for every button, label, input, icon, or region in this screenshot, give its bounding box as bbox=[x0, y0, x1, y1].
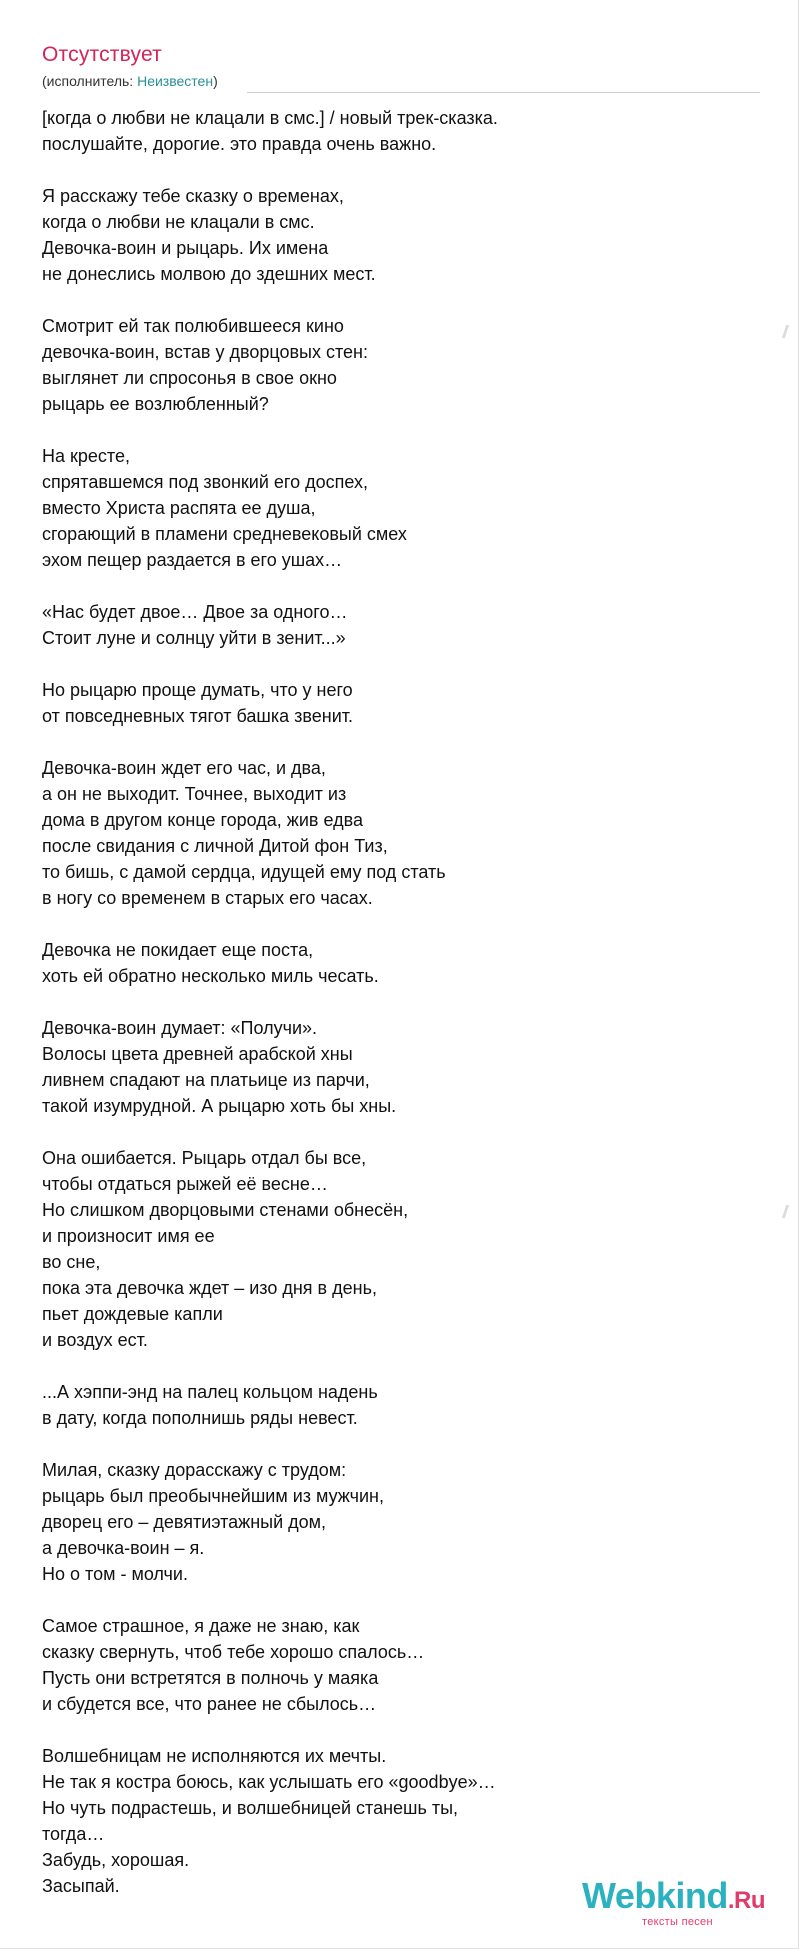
artist-suffix: ) bbox=[213, 73, 218, 89]
lyric-line: Девочка-воин ждет его час, и два, bbox=[42, 758, 326, 778]
lyric-line: вместо Христа распята ее душа, bbox=[42, 498, 316, 518]
lyric-line: Милая, сказку дорасскажу с трудом: bbox=[42, 1460, 347, 1480]
lyrics-stanza bbox=[42, 677, 742, 729]
lyric-line: когда о любви не клацали в смс. bbox=[42, 212, 315, 232]
lyric-line: во сне, bbox=[42, 1252, 101, 1272]
lyric-line: Она ошибается. Рыцарь отдал бы все, bbox=[42, 1148, 367, 1168]
lyric-line: Стоит луне и солнцу уйти в зенит...» bbox=[42, 628, 346, 648]
lyric-line: Но слишком дворцовыми стенами обнесён, bbox=[42, 1200, 409, 1220]
lyric-line: чтобы отдаться рыжей её весне… bbox=[42, 1174, 328, 1194]
lyrics-stanza bbox=[42, 183, 742, 287]
lyric-line: рыцарь был преобычнейшим из мужчин, bbox=[42, 1486, 384, 1506]
lyric-line: ...А хэппи-энд на палец кольцом надень bbox=[42, 1382, 378, 1402]
lyrics-stanza bbox=[42, 755, 742, 911]
lyric-line: дома в другом конце города, жив едва bbox=[42, 810, 363, 830]
lyric-line: а он не выходит. Точнее, выходит из bbox=[42, 784, 347, 804]
logo-tld: .Ru bbox=[727, 1887, 766, 1914]
lyric-line: Я расскажу тебе сказку о временах, bbox=[42, 186, 344, 206]
artist-link[interactable]: Неизвестен bbox=[137, 73, 214, 89]
artist-prefix: (исполнитель: bbox=[42, 73, 138, 89]
lyric-line: Волосы цвета древней арабской хны bbox=[42, 1044, 353, 1064]
lyric-line: [когда о любви не клацали в смс.] / новый трек-сказка. bbox=[42, 108, 498, 128]
lyric-line: Смотрит ей так полюбившееся кино bbox=[42, 316, 344, 336]
lyrics-stanza bbox=[42, 599, 742, 651]
lyric-line: не донеслись молвою до здешних мест. bbox=[42, 264, 376, 284]
lyric-line: ливнем спадают на платьице из парчи, bbox=[42, 1070, 370, 1090]
lyrics-stanza bbox=[42, 1379, 742, 1431]
lyric-line: Не так я костра боюсь, как услышать его «goodbye»… bbox=[42, 1772, 496, 1792]
lyric-line: На кресте, bbox=[42, 446, 130, 466]
song-title: Отсутствует bbox=[42, 43, 162, 66]
logo-name: Webkind bbox=[582, 1875, 728, 1916]
lyric-line: после свидания с личной Дитой фон Тиз, bbox=[42, 836, 388, 856]
lyric-line: и произносит имя ее bbox=[42, 1226, 215, 1246]
lyrics-stanza bbox=[42, 313, 742, 417]
lyric-line: Засыпай. bbox=[42, 1876, 120, 1896]
lyric-line: Волшебницам не исполняются их мечты. bbox=[42, 1746, 387, 1766]
lyric-line: Забудь, хорошая. bbox=[42, 1850, 190, 1870]
lyric-line: хоть ей обратно несколько миль чесать. bbox=[42, 966, 379, 986]
lyric-line: Но о том - молчи. bbox=[42, 1564, 188, 1584]
lyric-line: а девочка-воин – я. bbox=[42, 1538, 205, 1558]
lyric-line: Девочка-воин и рыцарь. Их имена bbox=[42, 238, 329, 258]
lyric-line: то бишь, с дамой сердца, идущей ему под стать bbox=[42, 862, 446, 882]
lyric-line: Самое страшное, я даже не знаю, как bbox=[42, 1616, 360, 1636]
lyric-line: Пусть они встретятся в полночь у маяка bbox=[42, 1668, 379, 1688]
lyrics-stanza bbox=[42, 105, 742, 157]
lyric-line: от повседневных тягот башка звенит. bbox=[42, 706, 354, 726]
lyric-line: девочка-воин, встав у дворцовых стен: bbox=[42, 342, 368, 362]
lyrics-stanza bbox=[42, 443, 742, 573]
lyric-line: выглянет ли спросонья в свое окно bbox=[42, 368, 337, 388]
lyric-line: пьет дождевые капли bbox=[42, 1304, 223, 1324]
lyric-line: Девочка не покидает еще поста, bbox=[42, 940, 314, 960]
lyric-line: спрятавшемся под звонкий его доспех, bbox=[42, 472, 368, 492]
lyric-line: в ногу со временем в старых его часах. bbox=[42, 888, 373, 908]
lyric-line: тогда… bbox=[42, 1824, 105, 1844]
artist-line bbox=[42, 73, 218, 89]
lyric-line: эхом пещер раздается в его ушах… bbox=[42, 550, 343, 570]
lyric-line: в дату, когда пополнишь ряды невест. bbox=[42, 1408, 358, 1428]
lyric-line: такой изумрудной. А рыцарю хоть бы хны. bbox=[42, 1096, 397, 1116]
lyric-line: сгорающий в пламени средневековый смех bbox=[42, 524, 407, 544]
header-divider bbox=[247, 92, 760, 93]
lyric-line: дворец его – девятиэтажный дом, bbox=[42, 1512, 327, 1532]
lyric-line: и воздух ест. bbox=[42, 1330, 148, 1350]
lyric-line: и сбудется все, что ранее не сбылось… bbox=[42, 1694, 377, 1714]
lyric-line: Девочка-воин думает: «Получи». bbox=[42, 1018, 318, 1038]
lyrics-body bbox=[42, 105, 742, 1925]
lyric-line: Но чуть подрастешь, и волшебницей станешь ты, bbox=[42, 1798, 459, 1818]
lyric-line: рыцарь ее возлюбленный? bbox=[42, 394, 269, 414]
lyric-line: сказку свернуть, чтоб тебе хорошо спалось… bbox=[42, 1642, 425, 1662]
lyric-line: послушайте, дорогие. это правда очень важно. bbox=[42, 134, 437, 154]
lyrics-stanza bbox=[42, 1145, 742, 1353]
site-logo[interactable] bbox=[582, 1876, 782, 1932]
lyric-line: пока эта девочка ждет – изо дня в день, bbox=[42, 1278, 377, 1298]
lyric-line: Но рыцарю проще думать, что у него bbox=[42, 680, 353, 700]
logo-tagline: тексты песен bbox=[642, 1916, 713, 1928]
lyrics-stanza bbox=[42, 1457, 742, 1587]
lyrics-stanza bbox=[42, 1613, 742, 1717]
lyrics-stanza bbox=[42, 937, 742, 989]
lyric-line: «Нас будет двое… Двое за одного… bbox=[42, 602, 348, 622]
logo-wordmark bbox=[582, 1876, 765, 1921]
lyrics-stanza bbox=[42, 1015, 742, 1119]
